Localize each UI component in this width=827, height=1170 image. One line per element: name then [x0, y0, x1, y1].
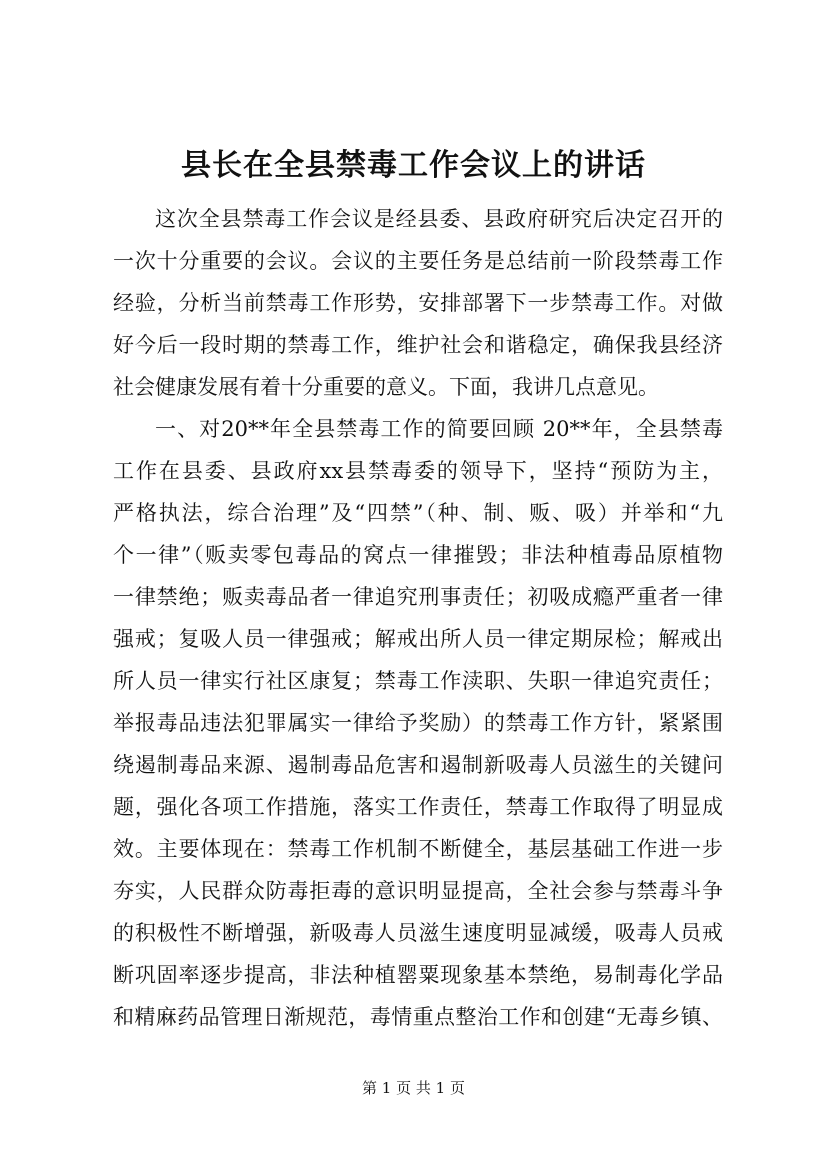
paragraph-line: 夯实，人民群众防毒拒毒的意识明显提高，全社会参与禁毒斗争	[113, 879, 723, 903]
paragraph-line: 题，强化各项工作措施，落实工作责任，禁毒工作取得了明显成	[113, 795, 723, 819]
paragraph-line: 绕遏制毒品来源、遏制毒品危害和遏制新吸毒人员滋生的关键问	[113, 753, 723, 777]
paragraph-line: 一次十分重要的会议。会议的主要任务是总结前一阶段禁毒工作	[113, 249, 723, 273]
paragraph-line: 和精麻药品管理日渐规范，毒情重点整治工作和创建“无毒乡镇、	[113, 1005, 723, 1029]
paragraph-line: 社会健康发展有着十分重要的意义。下面，我讲几点意见。	[113, 375, 659, 399]
paragraph-line: 一律禁绝；贩卖毒品者一律追究刑事责任；初吸成瘾严重者一律	[113, 585, 723, 609]
paragraph-line: 断巩固率逐步提高，非法种植罂粟现象基本禁绝，易制毒化学品	[113, 963, 723, 987]
document-title: 县长在全县禁毒工作会议上的讲话	[181, 148, 646, 183]
paragraph-line: 好今后一段时期的禁毒工作，维护社会和谐稳定，确保我县经济	[113, 333, 723, 357]
paragraph-line: 一、对20**年全县禁毒工作的简要回顾 20**年，全县禁毒	[155, 417, 723, 441]
paragraph-line: 效。主要体现在：禁毒工作机制不断健全，基层基础工作进一步	[113, 837, 723, 861]
paragraph-line: 的积极性不断增强，新吸毒人员滋生速度明显减缓，吸毒人员戒	[113, 921, 723, 945]
page-footer: 第 1 页 共 1 页	[362, 1079, 465, 1097]
paragraph-line: 工作在县委、县政府xx县禁毒委的领导下，坚持“预防为主，	[113, 459, 723, 483]
paragraph-line: 举报毒品违法犯罪属实一律给予奖励）的禁毒工作方针，紧紧围	[113, 711, 723, 735]
paragraph-line: 严格执法，综合治理”及“四禁”（种、制、贩、吸）并举和“九	[113, 501, 723, 525]
paragraph-line: 个一律”（贩卖零包毒品的窝点一律摧毁；非法种植毒品原植物	[113, 543, 723, 567]
paragraph-line: 这次全县禁毒工作会议是经县委、县政府研究后决定召开的	[155, 207, 723, 231]
paragraph-line: 强戒；复吸人员一律强戒；解戒出所人员一律定期尿检；解戒出	[113, 627, 723, 651]
paragraph-line: 经验，分析当前禁毒工作形势，安排部署下一步禁毒工作。对做	[113, 291, 723, 315]
paragraph-line: 所人员一律实行社区康复；禁毒工作渎职、失职一律追究责任；	[113, 669, 723, 693]
